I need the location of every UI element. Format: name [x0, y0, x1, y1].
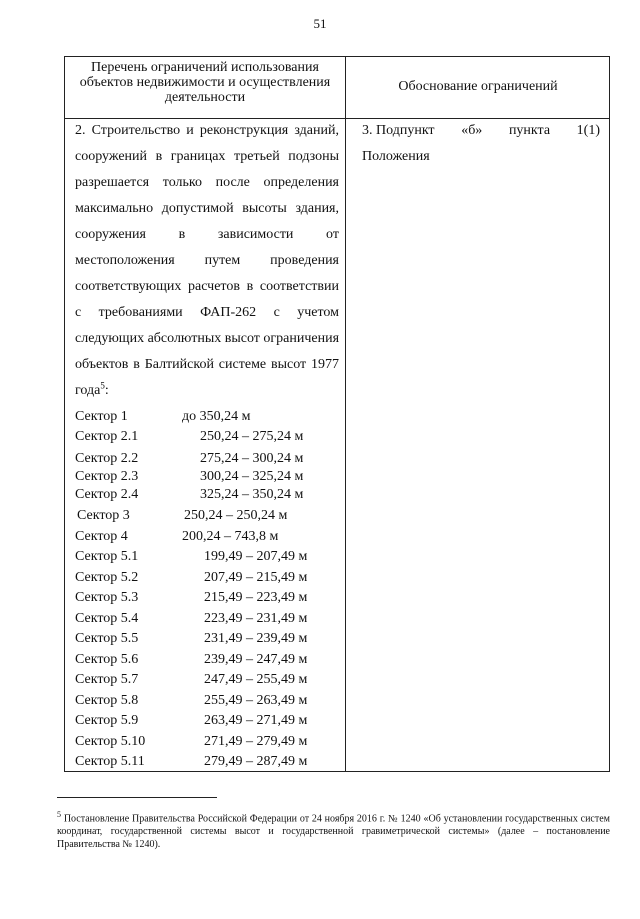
- sector-name: Сектор 5.5: [75, 631, 139, 646]
- sector-row: [75, 670, 339, 690]
- sector-row: [75, 752, 339, 772]
- sector-height-range: 200,24 – 743,8 м: [182, 529, 279, 544]
- restriction-paragraph: [75, 118, 339, 404]
- footnote-marker: 5: [57, 810, 61, 819]
- sector-height-range: 239,49 – 247,49 м: [204, 652, 308, 667]
- sector-name: Сектор 5.9: [75, 713, 139, 728]
- footnote-ref: 5: [100, 380, 105, 391]
- sector-row: [75, 527, 339, 547]
- page-number: 51: [313, 16, 327, 31]
- sector-name: Сектор 3: [77, 508, 130, 523]
- sector-height-range: 279,49 – 287,49 м: [204, 754, 308, 769]
- sector-name: Сектор 2.4: [75, 487, 139, 502]
- footnote-separator: [57, 797, 217, 798]
- justification-part-4: 1(1): [576, 123, 600, 138]
- sector-height-range: 300,24 – 325,24 м: [200, 469, 304, 484]
- sector-row: [75, 407, 339, 427]
- sector-row: [75, 732, 339, 752]
- justification-text: [362, 118, 600, 170]
- sector-row: [75, 691, 339, 711]
- sector-row: [75, 485, 339, 505]
- sector-row: [75, 467, 339, 487]
- sector-height-range: 199,49 – 207,49 м: [204, 549, 308, 564]
- sector-row: [75, 568, 339, 588]
- justification-line-2: Положения: [362, 149, 430, 164]
- sector-name: Сектор 1: [75, 409, 128, 424]
- sector-name: Сектор 2.2: [75, 451, 139, 466]
- justification-part-2: «б»: [461, 123, 483, 138]
- sector-row: [75, 427, 339, 447]
- footnote-text: Постановление Правительства Российской Федерации от 24 ноября 2016 г. № 1240 «Об установлении государственных систем координат, государственной системы высот и государственной гравиметрической системы» (далее – постановление Правительства № 1240).: [57, 813, 610, 851]
- sector-row: [75, 650, 339, 670]
- sector-name: Сектор 4: [75, 529, 128, 544]
- sector-row: [75, 711, 339, 731]
- sector-height-range: 271,49 – 279,49 м: [204, 734, 308, 749]
- column-divider: [345, 57, 346, 771]
- header-restrictions-list: Перечень ограничений использования объектов недвижимости и осуществления деятельности: [79, 60, 331, 105]
- sector-row: [75, 609, 339, 629]
- sector-row: [75, 506, 339, 526]
- sector-height-range: 231,49 – 239,49 м: [204, 631, 308, 646]
- justification-part-3: пункта: [508, 123, 551, 138]
- sector-name: Сектор 5.8: [75, 693, 139, 708]
- sector-name: Сектор 5.11: [75, 754, 145, 769]
- sector-height-range: 325,24 – 350,24 м: [200, 487, 304, 502]
- sector-name: Сектор 5.7: [75, 672, 139, 687]
- sector-height-range: 207,49 – 215,49 м: [204, 570, 308, 585]
- restriction-text: [75, 118, 339, 404]
- sector-height-range: 215,49 – 223,49 м: [204, 590, 308, 605]
- restriction-paragraph-end: :: [104, 383, 109, 398]
- sector-name: Сектор 5.3: [75, 590, 139, 605]
- sector-name: Сектор 2.1: [75, 429, 139, 444]
- sector-height-range: 250,24 – 250,24 м: [184, 508, 288, 523]
- header-justification: Обоснование ограничений: [398, 79, 558, 94]
- sector-height-range: 250,24 – 275,24 м: [200, 429, 304, 444]
- restriction-paragraph-text: 2. Строительство и реконструкция зданий, сооружений в границах третьей подзоны разрешается только после определения максимально допустимой высоты здания, сооружения в зависимости от местоположения путем проведения соответствующих расчетов в соответствии с требованиями ФАП-262 с учетом следующих абсолютных высот ограничения объектов в Балтийской системе высот 1977 года: [75, 123, 340, 398]
- sector-name: Сектор 2.3: [75, 469, 139, 484]
- sector-height-range: 263,49 – 271,49 м: [204, 713, 308, 728]
- footnote: [57, 808, 610, 851]
- sector-name: Сектор 5.2: [75, 570, 139, 585]
- sector-height-range: 275,24 – 300,24 м: [200, 451, 304, 466]
- sector-name: Сектор 5.4: [75, 611, 139, 626]
- justification-part-1: 3. Подпункт: [362, 123, 435, 138]
- sector-height-range: до 350,24 м: [182, 409, 251, 424]
- sector-height-range: 223,49 – 231,49 м: [204, 611, 308, 626]
- restrictions-table: [64, 56, 610, 772]
- sector-height-range: 247,49 – 255,49 м: [204, 672, 308, 687]
- sector-height-range: 255,49 – 263,49 м: [204, 693, 308, 708]
- sector-row: [75, 449, 339, 469]
- sector-name: Сектор 5.1: [75, 549, 139, 564]
- justification-line-1: [362, 118, 600, 144]
- sector-name: Сектор 5.6: [75, 652, 139, 667]
- sector-row: [75, 629, 339, 649]
- sector-row: [75, 588, 339, 608]
- sector-row: [75, 547, 339, 567]
- sector-name: Сектор 5.10: [75, 734, 146, 749]
